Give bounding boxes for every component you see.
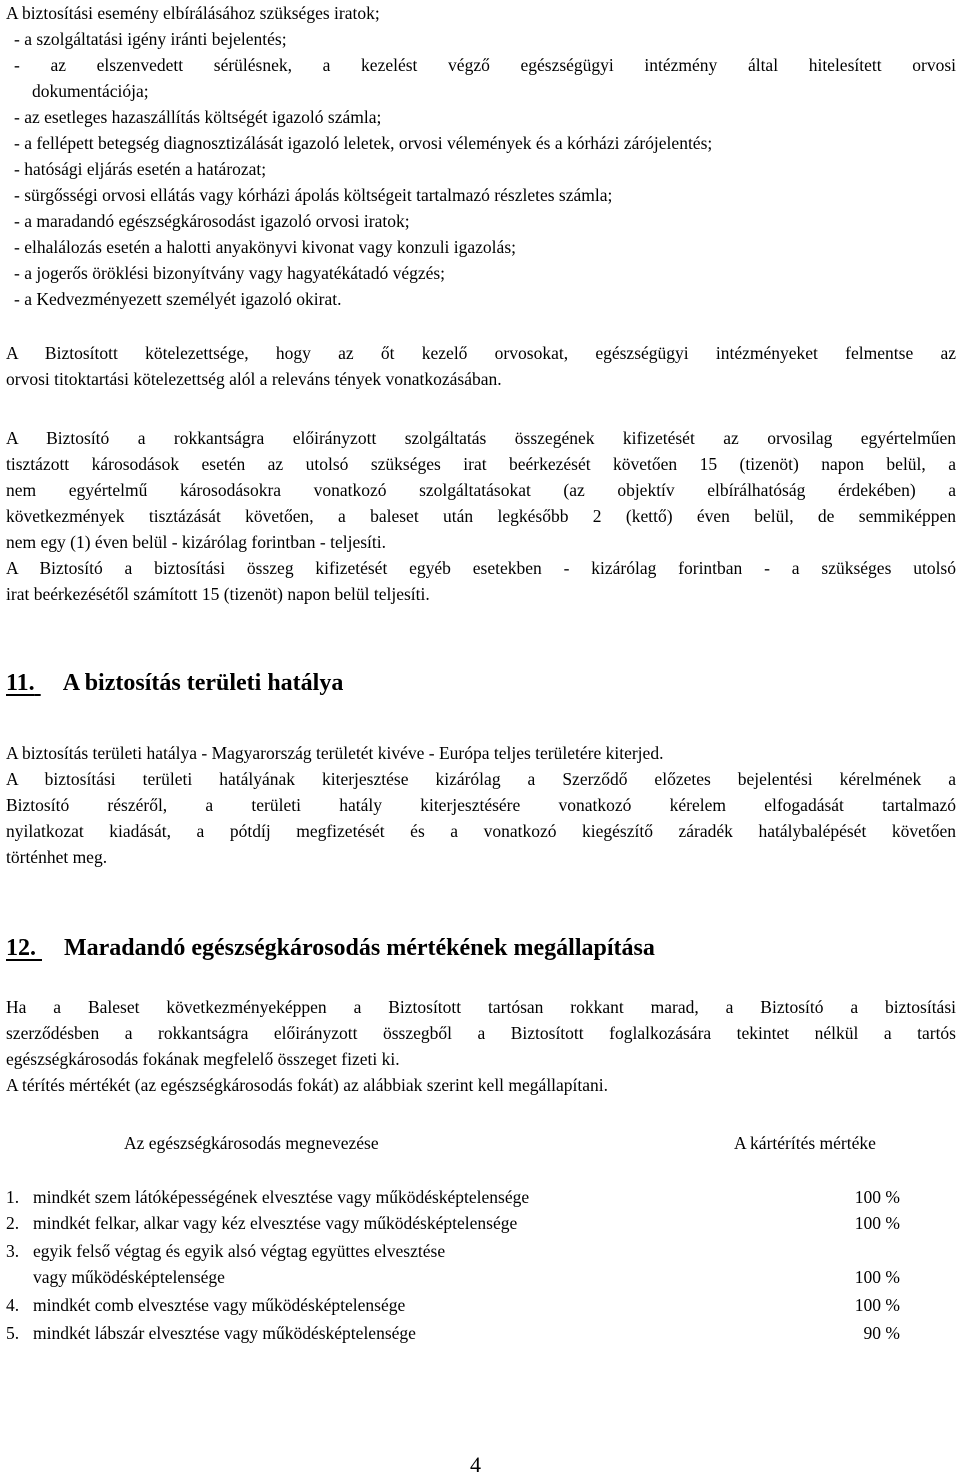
row-index: 1. xyxy=(6,1187,20,1207)
row-description: egyik felső végtag és egyik alsó végtag együttes elvesztése xyxy=(33,1241,446,1261)
page-number: 4 xyxy=(470,1452,481,1477)
paragraph-line: A Biztosító a rokkantságra előirányzott szolgáltatás összegének kifizetését az orvosilag egyértelműen xyxy=(6,428,956,448)
row-description: mindkét szem látóképességének elvesztése vagy működésképtelensége xyxy=(33,1187,530,1207)
paragraph-line: nem egy (1) éven belül - kizárólag forintban - teljesíti. xyxy=(6,532,387,552)
list-item: - a fellépett betegség diagnosztizálását igazoló leletek, orvosi vélemények és a kórházi zárójelentés; xyxy=(14,133,713,153)
paragraph-line: következmények tisztázását követően, a baleset után legkésőbb 2 (kettő) éven belül, de semmiképpen xyxy=(6,506,956,526)
paragraph-line: A Biztosított kötelezettsége, hogy az őt kezelő orvosokat, egészségügyi intézményeket felmentse az xyxy=(6,343,956,363)
paragraph-line: Ha a Baleset következményeképpen a Biztosított tartósan rokkant marad, a Biztosító a biztosítási xyxy=(6,997,956,1017)
table-header-rate: A kártérítés mértéke xyxy=(734,1133,876,1153)
row-rate: 90 % xyxy=(863,1323,900,1343)
list-item: - sürgősségi orvosi ellátás vagy kórházi ápolás költségeit tartalmazó részletes számla; xyxy=(14,185,613,205)
list-item: - elhalálozás esetén a halotti anyakönyvi kivonat vagy konzuli igazolás; xyxy=(14,237,516,257)
section-title: Maradandó egészségkárosodás mértékének megállapítása xyxy=(64,935,655,961)
paragraph-line: A biztosítási területi hatályának kiterjesztése kizárólag a Szerződő előzetes bejelentési kérelmének a xyxy=(6,769,956,789)
list-item: - a jogerős öröklési bizonyítvány vagy hagyatékátadó végzés; xyxy=(14,263,446,283)
section-title: A biztosítás területi hatálya xyxy=(62,670,344,696)
heading-underline-gap xyxy=(35,668,63,698)
paragraph-line: A térítés mértékét (az egészségkárosodás fokát) az alábbiak szerint kell megállapítani. xyxy=(6,1075,609,1095)
paragraph-line: orvosi titoktartási kötelezettség alól a releváns tények vonatkozásában. xyxy=(6,369,502,389)
list-item: - a Kedvezményezett személyét igazoló okirat. xyxy=(14,289,342,309)
list-item: - az elszenvedett sérülésnek, a kezelést végző egészségügyi intézmény által hitelesített orvosi xyxy=(14,55,956,75)
paragraph-line: szerződésben a rokkantságra előirányzott összegből a Biztosított foglalkozására tekintet nélkül a tartós xyxy=(6,1023,956,1043)
row-rate: 100 % xyxy=(854,1295,900,1315)
paragraph-line: Biztosító részéről, a területi hatály kiterjesztésére vonatkozó kérelem elfogadását tartalmazó xyxy=(6,795,956,815)
list-item: - az esetleges hazaszállítás költségét igazoló számla; xyxy=(14,107,382,127)
section-number: 11. xyxy=(6,670,35,696)
list-item: - hatósági eljárás esetén a határozat; xyxy=(14,159,267,179)
row-index: 3. xyxy=(6,1241,20,1261)
row-index: 4. xyxy=(6,1295,20,1315)
row-rate: 100 % xyxy=(854,1213,900,1233)
row-description: mindkét comb elvesztése vagy működésképtelensége xyxy=(33,1295,406,1315)
paragraph-line: nem egyértelmű károsodásokra vonatkozó szolgáltatásokat (az objektív elbírálhatóság érdekében) a xyxy=(6,480,956,500)
paragraph-line: A biztosítás területi hatálya - Magyarország területét kivéve - Európa teljes területére kiterjed. xyxy=(6,743,664,763)
paragraph-line: irat beérkezésétől számított 15 (tizenöt) napon belül teljesíti. xyxy=(6,584,430,604)
row-rate: 100 % xyxy=(854,1267,900,1287)
section-12-heading xyxy=(6,933,655,963)
table-header-description: Az egészségkárosodás megnevezése xyxy=(124,1133,379,1153)
row-description: mindkét lábszár elvesztése vagy működésképtelensége xyxy=(33,1323,416,1343)
heading-underline-gap xyxy=(36,933,64,963)
list-item-continuation: dokumentációja; xyxy=(32,81,149,101)
row-description: mindkét felkar, alkar vagy kéz elvesztése vagy működésképtelensége xyxy=(33,1213,518,1233)
paragraph-line: történhet meg. xyxy=(6,847,108,867)
documents-list-intro: A biztosítási esemény elbírálásához szükséges iratok; xyxy=(6,3,380,23)
row-index: 2. xyxy=(6,1213,20,1233)
paragraph-line: A Biztosító a biztosítási összeg kifizetését egyéb esetekben - kizárólag forintban - a szükséges utolsó xyxy=(6,558,956,578)
section-number: 12. xyxy=(6,935,36,961)
row-description: vagy működésképtelensége xyxy=(33,1267,225,1287)
paragraph-line: egészségkárosodás fokának megfelelő összeget fizeti ki. xyxy=(6,1049,400,1069)
row-rate: 100 % xyxy=(854,1187,900,1207)
paragraph-line: tisztázott károsodások esetén az utolsó szükséges irat beérkezését követően 15 (tizenöt) napon belül, a xyxy=(6,454,956,474)
paragraph-line: nyilatkozat kiadását, a pótdíj megfizetését és a vonatkozó kiegészítő záradék hatálybalépését követően xyxy=(6,821,956,841)
list-item: - a maradandó egészségkárosodást igazoló orvosi iratok; xyxy=(14,211,410,231)
row-index: 5. xyxy=(6,1323,20,1343)
section-11-heading xyxy=(6,668,343,698)
list-item: - a szolgáltatási igény iránti bejelentés; xyxy=(14,29,287,49)
